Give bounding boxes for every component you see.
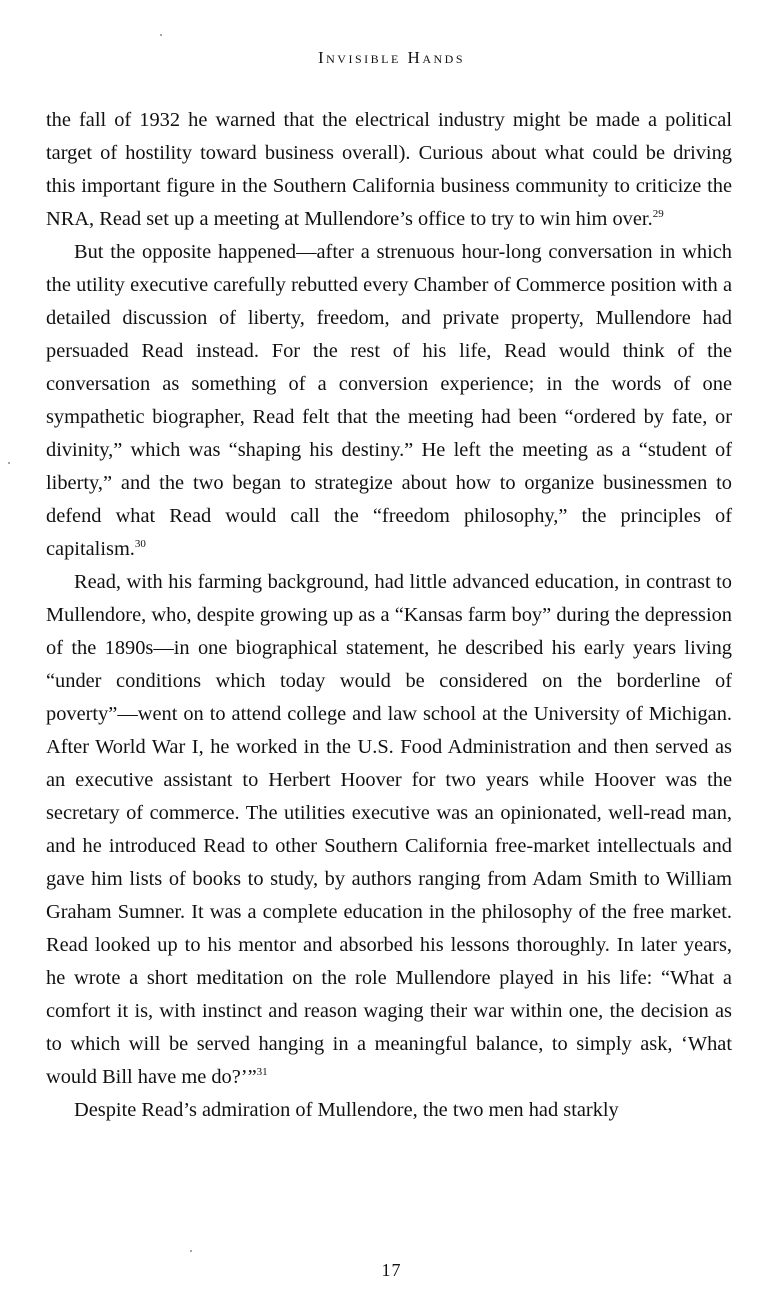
paragraph-4-text: Despite Read’s admiration of Mullendore, the two men had starkly xyxy=(74,1099,619,1121)
footnote-ref-29: 29 xyxy=(652,208,664,220)
running-head: Invisible Hands xyxy=(317,48,466,67)
scan-speck xyxy=(8,462,10,464)
paragraph-4 xyxy=(46,1094,732,1127)
scan-speck xyxy=(160,34,162,36)
paragraph-2 xyxy=(46,236,732,566)
footnote-ref-31: 31 xyxy=(256,1066,268,1078)
paragraph-3 xyxy=(46,566,732,1094)
paragraph-2-text: But the opposite happened—after a strenuous hour-long conversation in which the utility executive carefully rebutted every Chamber of Commerce position with a detailed discussion of liberty, freedom, and private property, Mullendore had persuaded Read instead. For the rest of his life, Read would think of the conversation as something of a conversion experience; in the words of one sympathetic biographer, Read felt that the meeting had been “ordered by fate, or divinity,” which was “shaping his destiny.” He left the meeting as a “student of liberty,” and the two began to strategize about how to organize businessmen to defend what Read would call the “freedom philosophy,” the principles of capitalism. xyxy=(46,241,732,560)
body-text xyxy=(46,104,732,1127)
scan-speck xyxy=(190,1250,192,1252)
footnote-ref-30: 30 xyxy=(134,538,146,550)
page-number: 17 xyxy=(381,1260,402,1280)
paragraph-3-text: Read, with his farming background, had little advanced education, in contrast to Mullendore, who, despite growing up as a “Kansas farm boy” during the depression of the 1890s—in one biographical statement, he described his early years living “under conditions which today would be considered on the borderline of poverty”—went on to attend college and law school at the University of Michigan. After World War I, he worked in the U.S. Food Administration and then served as an executive assistant to Herbert Hoover for two years while Hoover was the secretary of commerce. The utilities executive was an opinionated, well-read man, and he introduced Read to other Southern California free-market intellectuals and gave him lists of books to study, by authors ranging from Adam Smith to William Graham Sumner. It was a complete education in the philosophy of the free market. Read looked up to his mentor and absorbed his lessons thoroughly. In later years, he wrote a short meditation on the role Mullendore played in his life: “What a comfort it is, with instinct and reason waging their war within one, the decision as to which will be served hanging in a meaningful balance, to simply ask, ‘What would Bill have me do?’” xyxy=(46,571,732,1088)
paragraph-1 xyxy=(46,104,732,236)
paragraph-1-text: the fall of 1932 he warned that the electrical industry might be made a political target of hostility toward business overall). Curious about what could be driving this important figure in the Southern California business community to criticize the NRA, Read set up a meeting at Mullendore’s office to try to win him over. xyxy=(46,109,732,230)
